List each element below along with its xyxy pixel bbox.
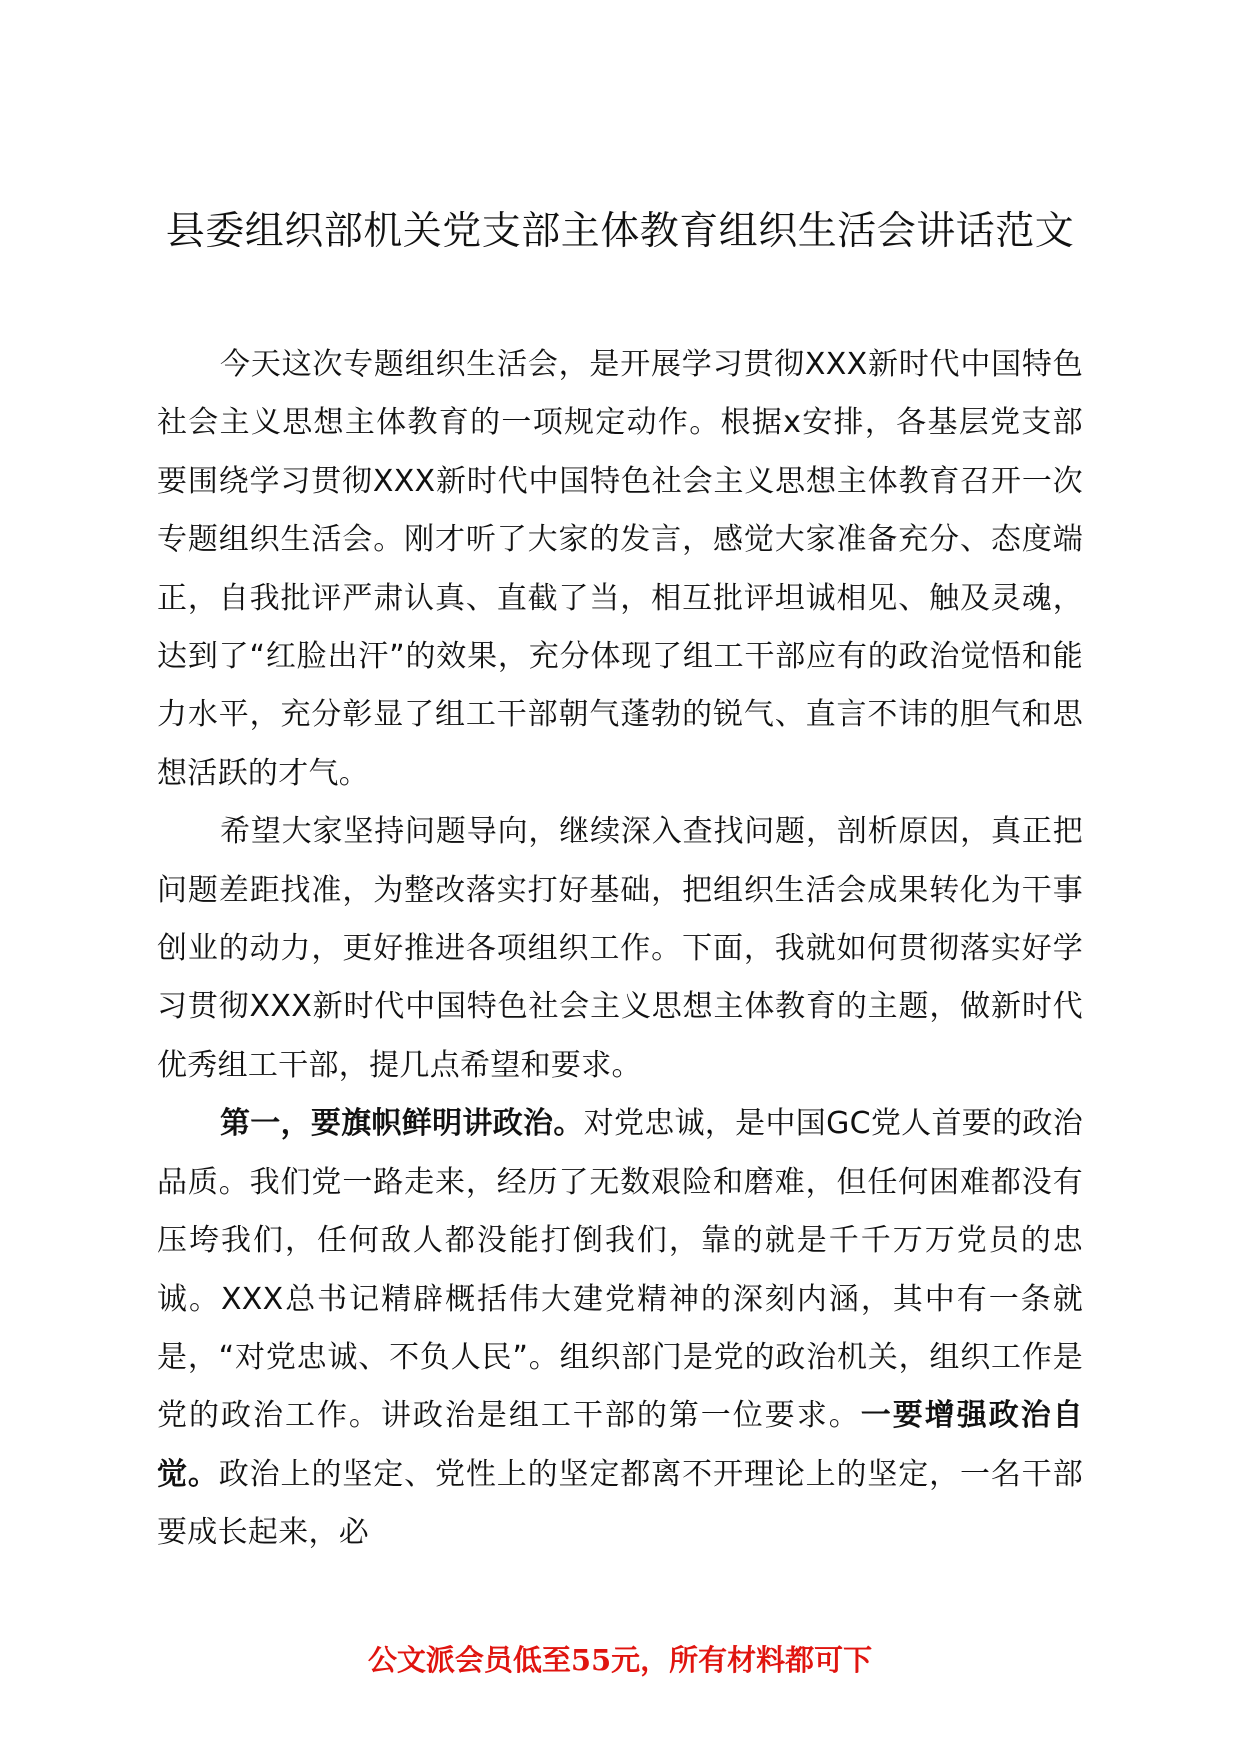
promo-footer: 公文派会员低至55元，所有材料都可下: [367, 1643, 873, 1677]
paragraph-3-heading: 第一，要旗帜鲜明讲政治。: [220, 1106, 584, 1142]
paragraph-3: [157, 1095, 1083, 1562]
document-title: 县委组织部机关党支部主体教育组织生活会讲话范文: [165, 209, 1075, 254]
paragraph-1: 今天这次专题组织生活会，是开展学习贯彻XXX新时代中国特色社会主义思想主体教育的一项规定动作。根据x安排，各基层党支部要围绕学习贯彻XXX新时代中国特色社会主义思想主体教育召开一次专题组织生活会。刚才听了大家的发言，感觉大家准备充分、态度端正，自我批评严肃认真、直截了当，相互批评坦诚相见、触及灵魂，达到了“红脸出汗”的效果，充分体现了组工干部应有的政治觉悟和能力水平，充分彰显了组工干部朝气蓬勃的锐气、直言不讳的胆气和思想活跃的才气。: [157, 347, 1083, 791]
paragraph-2: 希望大家坚持问题导向，继续深入查找问题，剖析原因，真正把问题差距找准，为整改落实打好基础，把组织生活会成果转化为干事创业的动力，更好推进各项组织工作。下面，我就如何贯彻落实好学习贯彻XXX新时代中国特色社会主义思想主体教育的主题，做新时代优秀组工干部，提几点希望和要求。: [157, 814, 1083, 1083]
paragraph-3-text-b: 政治上的坚定、党性上的坚定都离不开理论上的坚定，一名干部要成长起来，必: [157, 1456, 1083, 1551]
paragraph-3-subheading: 一要增强政治自觉。: [157, 1398, 1083, 1492]
document-body: [157, 336, 1083, 1563]
paragraph-3-text-a: 对党忠诚，是中国GC党人首要的政治品质。我们党一路走来，经历了无数艰险和磨难，但任何困难都没有压垮我们，任何敌人都没能打倒我们，靠的就是千千万万党员的忠诚。XXX总书记精辟概括伟大建党精神的深刻内涵，其中有一条就是，“对党忠诚、不负人民”。组织部门是党的政治机关，组织工作是党的政治工作。讲政治是组工干部的第一位要求。: [157, 1106, 1084, 1434]
